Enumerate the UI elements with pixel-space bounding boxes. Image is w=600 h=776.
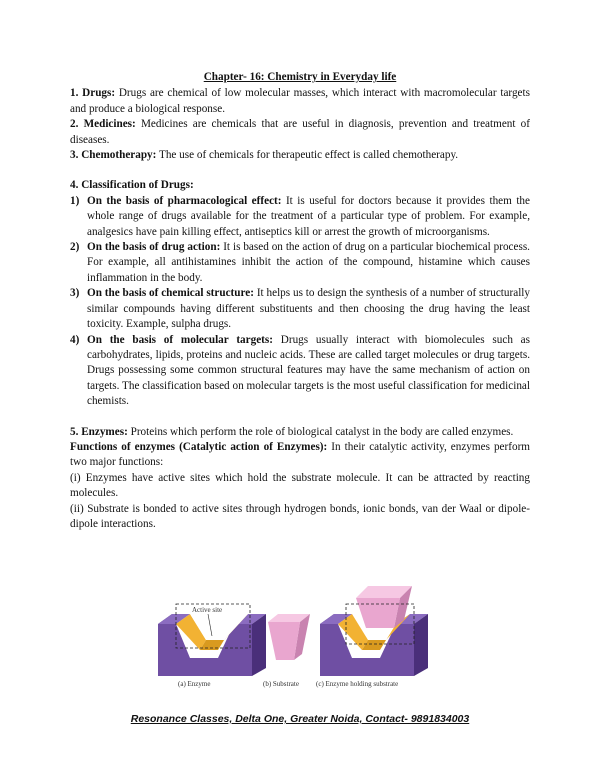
enzymes-definition <box>70 425 530 440</box>
page-footer: Resonance Classes, Delta One, Greater Noida, Contact- 9891834003 <box>130 713 470 725</box>
definition-chemotherapy <box>70 148 530 163</box>
enzyme-diagram <box>158 604 266 676</box>
enzymes-functions <box>70 440 530 471</box>
document-body <box>70 70 530 532</box>
item-term: On the basis of drug action: <box>87 241 221 254</box>
caption-enzyme: (a) Enzyme <box>178 680 211 688</box>
item-text: Drugs usually interact with biomolecules such as carbohydrates, lipids, proteins and nucleic acids. These are called target molecules or drug targets. Drugs possessing some common structural features may have the same mechanism of action on targets. The classification based on molecular targets is the most useful classification for medicinal chemists. <box>87 333 531 408</box>
enzymes-term: 5. Enzymes: <box>70 425 128 438</box>
enzyme-substrate-complex <box>320 586 428 676</box>
caption-enzyme-holding-substrate: (c) Enzyme holding substrate <box>316 680 399 688</box>
item-text: It is useful for doctors because it provides them the whole range of drugs available for the treatment of a particular type of problem. For example, analgesics have pain killing effect, antiseptics kill or arrest the growth of microorganisms. <box>87 194 530 238</box>
item-number: 4) <box>70 333 80 346</box>
classification-item <box>70 286 530 332</box>
classification-item <box>70 194 530 240</box>
item-text: It is based on the action of drug on a particular biochemical process. For example, all antihistamines inhibit the action of the compound, histamine which causes inflammation in the body. <box>87 241 530 284</box>
page-title: Chapter- 16: Chemistry in Everyday life <box>203 71 397 83</box>
item-term: On the basis of molecular targets: <box>87 333 273 346</box>
definition-drugs <box>70 86 530 117</box>
definition-text: Medicines are chemicals that are useful in diagnosis, prevention and treatment of diseases. <box>70 118 530 146</box>
substrate-diagram <box>268 614 310 660</box>
definition-term: 3. Chemotherapy: <box>70 149 157 162</box>
classification-item <box>70 240 530 286</box>
enzymes-text: Proteins which perform the role of biological catalyst in the body are called enzymes. <box>127 425 514 438</box>
definition-medicines <box>70 117 530 148</box>
enzymes-point-2: (ii) Substrate is bonded to active sites through hydrogen bonds, ionic bonds, van der Waal or dipole-dipole interactions. <box>70 502 530 530</box>
active-site-label: Active site <box>192 606 223 614</box>
classification-item <box>70 333 530 410</box>
item-term: On the basis of pharmacological effect: <box>87 194 282 207</box>
definition-text: Drugs are chemical of low molecular masses, which interact with macromolecular targets and produce a biological response. <box>70 87 530 115</box>
functions-text: In their catalytic activity, enzymes perform two major functions: <box>70 440 530 469</box>
item-term: On the basis of chemical structure: <box>87 287 254 300</box>
definition-term: 2. Medicines: <box>70 118 136 131</box>
definition-term: 1. Drugs: <box>70 87 116 100</box>
item-number: 2) <box>70 241 80 254</box>
functions-term: Functions of enzymes (Catalytic action of Enzymes): <box>70 440 328 453</box>
item-number: 1) <box>70 194 80 207</box>
enzymes-point-1: (i) Enzymes have active sites which hold the substrate molecule. It can be attracted by reacting molecules. <box>70 471 530 500</box>
definition-text: The use of chemicals for therapeutic effect is called chemotherapy. <box>156 149 459 162</box>
caption-substrate: (b) Substrate <box>263 680 299 688</box>
classification-heading: 4. Classification of Drugs: <box>70 179 194 192</box>
item-text: It helps us to design the synthesis of a number of structurally similar compounds having different substituents and then choosing the drug having the least toxicity. Example, sulpha drugs. <box>87 287 530 331</box>
item-number: 3) <box>70 287 80 300</box>
enzyme-figure <box>150 580 450 690</box>
